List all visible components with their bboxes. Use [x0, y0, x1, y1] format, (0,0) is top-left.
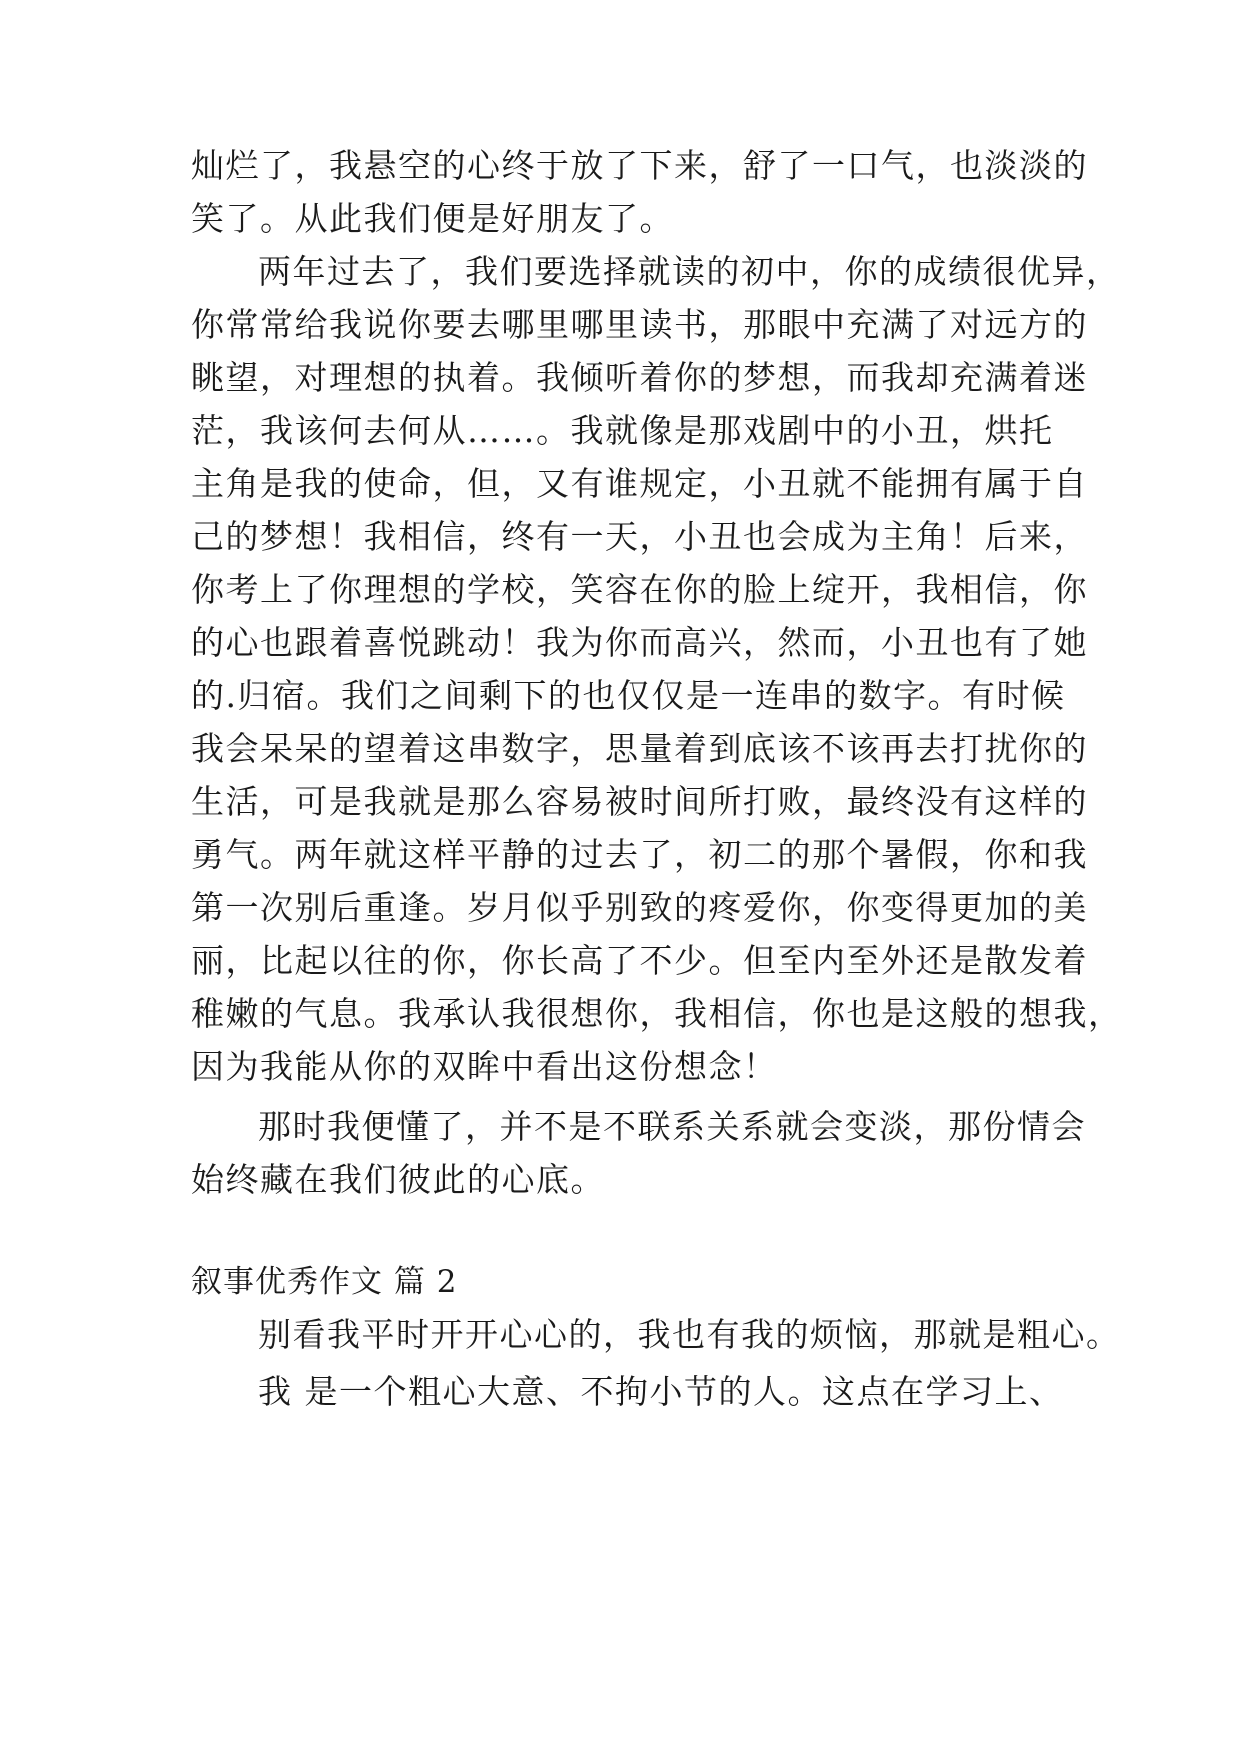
text-line [0, 1303, 1241, 1367]
paragraph-text: 生活，可是我就是那么容易被时间所打败，最终没有这样的 [191, 782, 1088, 821]
paragraph-text: 的心也跟着喜悦跳动！我为你而高兴，然而，小丑也有了她 [191, 623, 1088, 662]
paragraph-text: 笑了。从此我们便是好朋友了。 [191, 199, 674, 238]
paragraph-text: 的.归宿。我们之间剩下的也仅仅是一连串的数字。有时候 [191, 676, 1066, 715]
paragraph-text: 两年过去了，我们要选择就读的初中，你的成绩很优异， [258, 252, 1121, 291]
paragraph-text: 茫，我该何去何从……。我就像是那戏剧中的小丑，烘托 [191, 411, 1054, 450]
paragraph-text: 稚嫩的气息。我承认我很想你，我相信，你也是这般的想我， [191, 994, 1123, 1033]
paragraph-text: 我 是一个粗心大意、不拘小节的人。这点在学习上、 [258, 1372, 1064, 1411]
paragraph-text: 眺望，对理想的执着。我倾听着你的梦想，而我却充满着迷 [191, 358, 1088, 397]
paragraph-text: 别看我平时开开心心的，我也有我的烦恼，那就是粗心。 [258, 1315, 1121, 1354]
paragraph-text: 始终藏在我们彼此的心底。 [191, 1160, 605, 1199]
text-line [0, 1148, 1241, 1212]
paragraph-text: 灿烂了，我悬空的心终于放了下来，舒了一口气，也淡淡的 [191, 146, 1088, 185]
section-heading: 叙事优秀作文 篇 2 [191, 1264, 458, 1300]
paragraph-text: 丽，比起以往的你，你长高了不少。但至内至外还是散发着 [191, 941, 1088, 980]
text-line [0, 1035, 1241, 1099]
paragraph-text: 勇气。两年就这样平静的过去了，初二的那个暑假，你和我 [191, 835, 1088, 874]
paragraph-text: 己的梦想！我相信，终有一天，小丑也会成为主角！后来， [191, 517, 1088, 556]
paragraph-text: 我会呆呆的望着这串数字，思量着到底该不该再去打扰你的 [191, 729, 1088, 768]
paragraph-text: 你常常给我说你要去哪里哪里读书，那眼中充满了对远方的 [191, 305, 1088, 344]
paragraph-text: 因为我能从你的双眸中看出这份想念！ [191, 1047, 778, 1086]
paragraph-text: 你考上了你理想的学校，笑容在你的脸上绽开，我相信，你 [191, 570, 1088, 609]
paragraph-text: 主角是我的使命，但，又有谁规定，小丑就不能拥有属于自 [191, 464, 1088, 503]
paragraph-text: 那时我便懂了，并不是不联系关系就会变淡，那份情会 [258, 1107, 1086, 1146]
text-line [0, 1360, 1241, 1424]
paragraph-text: 第一次别后重逢。岁月似乎别致的疼爱你，你变得更加的美 [191, 888, 1088, 927]
